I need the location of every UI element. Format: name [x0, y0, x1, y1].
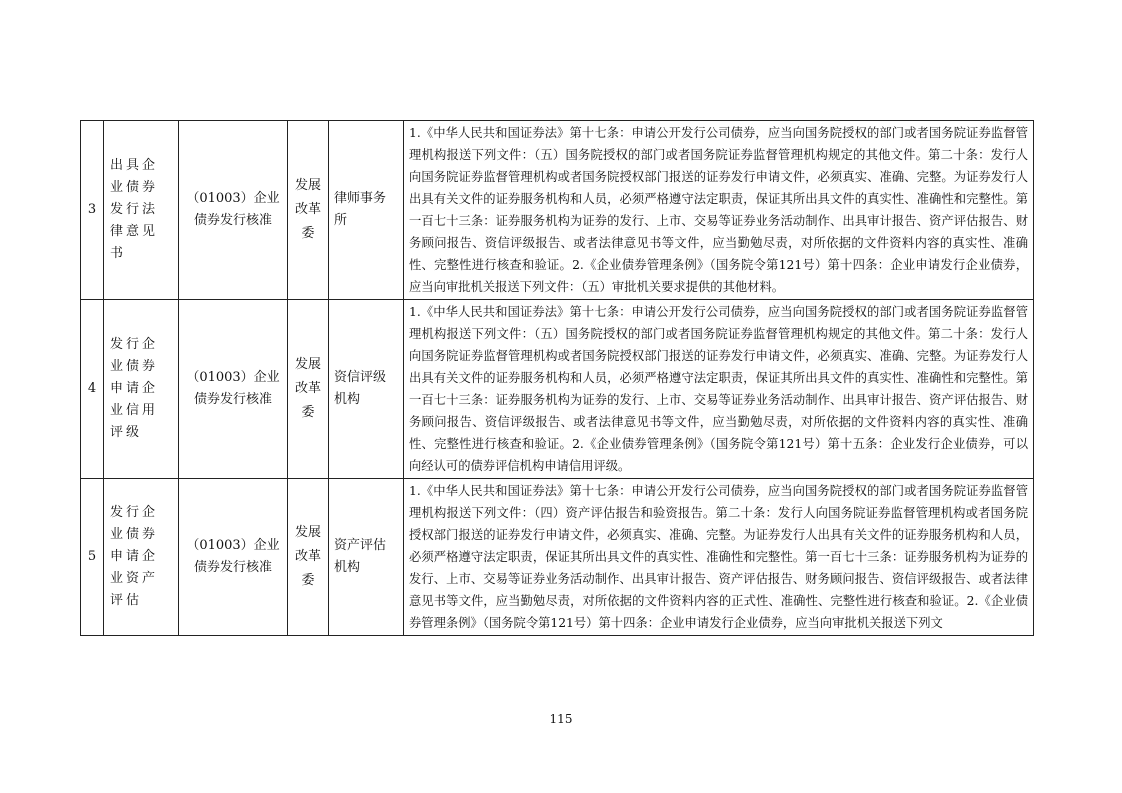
page-number: 115: [549, 712, 573, 726]
department: 发展改革委: [288, 121, 329, 300]
matter-name: 出具企业债券发行法律意见书: [104, 121, 179, 300]
table-row: [81, 479, 1034, 636]
table-row: [81, 121, 1034, 300]
document-table-container: [80, 120, 1034, 636]
row-number: 5: [81, 479, 104, 636]
service-agency: 资信评级机构: [329, 300, 404, 479]
legal-basis: 1.《中华人民共和国证券法》第十七条：申请公开发行公司债券，应当向国务院授权的部门或者国务院证券监督管理机构报送下列文件：（四）资产评估报告和验资报告。第二十条：发行人向国务院证券监督管理机构或者国务院授权部门报送的证券发行申请文件，必须真实、准确、完整。为证券发行人出具有关文件的证券服务机构和人员，必须严格遵守法定职责，保证其所出具文件的真实性、准确性和完整性。第一百七十三条：证券服务机构为证券的发行、上市、交易等证券业务活动制作、出具审计报告、资产评估报告、财务顾问报告、资信评级报告、或者法律意见书等文件，应当勤勉尽责，对所依据的文件资料内容的正式性、准确性、完整性进行核查和验证。2.《企业债券管理条例》（国务院令第121号）第十四条：企业申请发行企业债券，应当向审批机关报送下列文: [404, 479, 1034, 636]
row-number: 4: [81, 300, 104, 479]
matter-name: 发行企业债券申请企业资产评估: [104, 479, 179, 636]
table-row: [81, 300, 1034, 479]
row-number: 3: [81, 121, 104, 300]
service-agency: 资产评估机构: [329, 479, 404, 636]
service-agency: 律师事务所: [329, 121, 404, 300]
matter-name: 发行企业债券申请企业信用评级: [104, 300, 179, 479]
related-approval: （01003）企业债券发行核准: [179, 479, 288, 636]
department: 发展改革委: [288, 300, 329, 479]
legal-basis: 1.《中华人民共和国证券法》第十七条：申请公开发行公司债券，应当向国务院授权的部门或者国务院证券监督管理机构报送下列文件：（五）国务院授权的部门或者国务院证券监督管理机构规定的其他文件。第二十条：发行人向国务院证券监督管理机构或者国务院授权部门报送的证券发行申请文件，必须真实、准确、完整。为证券发行人出具有关文件的证券服务机构和人员，必须严格遵守法定职责，保证其所出具文件的真实性、准确性和完整性。第一百七十三条：证券服务机构为证券的发行、上市、交易等证券业务活动制作、出具审计报告、资产评估报告、财务顾问报告、资信评级报告、或者法律意见书等文件，应当勤勉尽责，对所依据的文件资料内容的真实性、准确性、完整性进行核查和验证。2.《企业债券管理条例》（国务院令第121号）第十五条：企业发行企业债券，可以向经认可的债券评信机构申请信用评级。: [404, 300, 1034, 479]
matters-table: [80, 120, 1034, 636]
department: 发展改革委: [288, 479, 329, 636]
related-approval: （01003）企业债券发行核准: [179, 300, 288, 479]
legal-basis: 1.《中华人民共和国证券法》第十七条：申请公开发行公司债券，应当向国务院授权的部门或者国务院证券监督管理机构报送下列文件：（五）国务院授权的部门或者国务院证券监督管理机构规定的其他文件。第二十条：发行人向国务院证券监督管理机构或者国务院授权部门报送的证券发行申请文件，必须真实、准确、完整。为证券发行人出具有关文件的证券服务机构和人员，必须严格遵守法定职责，保证其所出具文件的真实性、准确性和完整性。第一百七十三条：证券服务机构为证券的发行、上市、交易等证券业务活动制作、出具审计报告、资产评估报告、财务顾问报告、资信评级报告、或者法律意见书等文件，应当勤勉尽责，对所依据的文件资料内容的真实性、准确性、完整性进行核查和验证。2.《企业债券管理条例》（国务院令第121号）第十四条：企业申请发行企业债券，应当向审批机关报送下列文件：（五）审批机关要求提供的其他材料。: [404, 121, 1034, 300]
related-approval: （01003）企业债券发行核准: [179, 121, 288, 300]
